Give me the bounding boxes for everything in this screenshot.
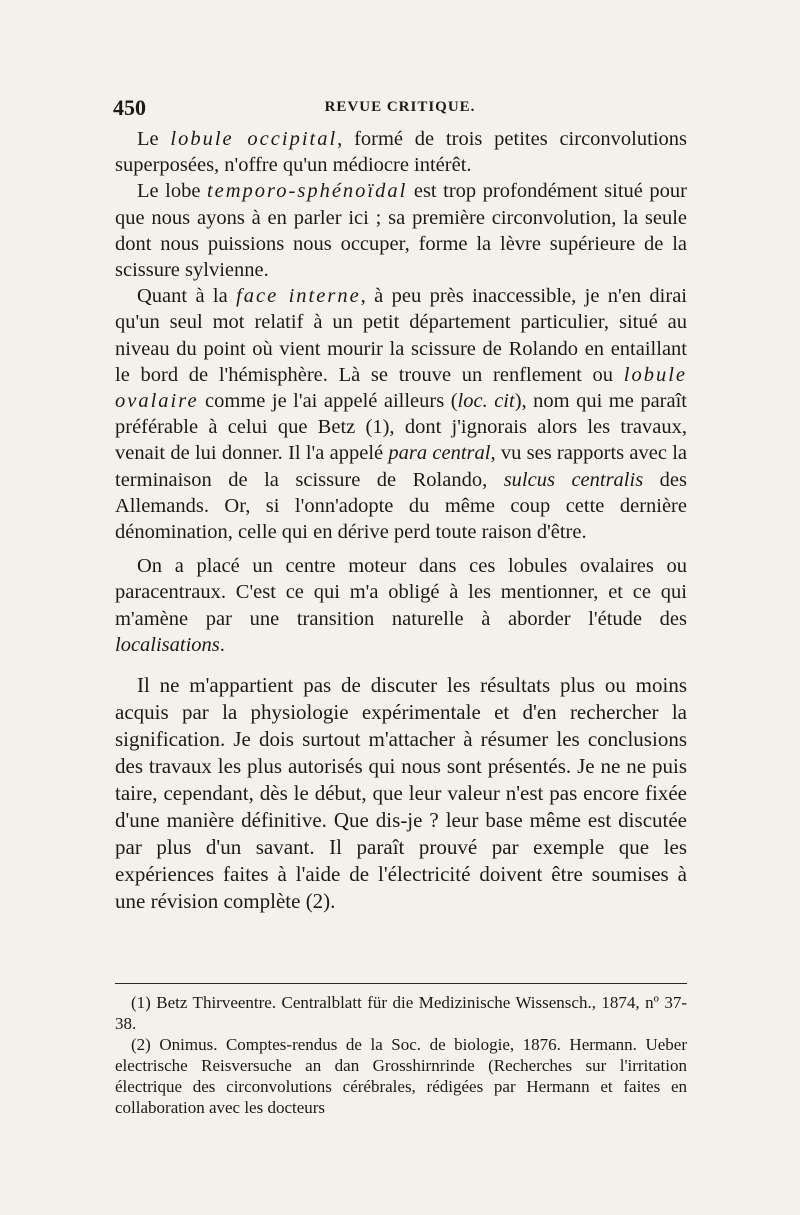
- text-run: Quant à la: [137, 285, 237, 308]
- italic-term: sulcus centralis: [503, 468, 644, 491]
- text-run: , formé de trois petites circonvolutions superposées, n'offre qu'un médiocre intérêt.: [115, 128, 687, 177]
- paragraph-motor-center: [115, 553, 687, 658]
- text-run: est trop profondément situé pour que nous ayons à en parler ici ; sa première circonvolution, la seule dont nous puissions nous occuper, forme la lèvre supérieure de la scissure sylvienne.: [115, 180, 687, 282]
- text-run: On a placé un centre moteur dans ces lobules ovalaires ou paracentraux. C'est ce qui m'a obligé à les mentionner, et ce qui m'amène par une transition naturelle à aborder l'étude des: [115, 555, 687, 630]
- text-run: Le: [137, 128, 171, 150]
- footnote-2: (2) Onimus. Comptes-rendus de la Soc. de biologie, 1876. Hermann. Ueber electrische Reisversuche an dan Grosshirnrinde (Recherches sur l'irritation électrique des circonvolutions cérébrales, rédigées par Hermann et faites en collaboration avec les docteurs: [115, 1035, 687, 1117]
- page-number: 450: [113, 95, 146, 120]
- paragraph-physiology: [115, 672, 687, 915]
- text-run: Le lobe: [137, 180, 207, 203]
- text-run: Il ne m'appartient pas de discuter les résultats plus ou moins acquis par la physiologie expérimentale et d'en rechercher la signification. Je dois surtout m'attacher à résumer les conclusions des travaux les plus autorisés qui nous sont présentés. Je ne ne puis taire, cependant, dès le début, que leur valeur n'est pas encore fixée d'une manière définitive. Que dis-je ? leur base même est discutée par plus d'un savant. Il paraît prouvé par exemple que les expériences faites à l'aide de l'électricité doivent être soumises à une révision complète (2).: [115, 673, 687, 914]
- paragraph-inner-face: [115, 283, 687, 545]
- running-head: REVUE CRITIQUE.: [324, 99, 476, 115]
- italic-term: temporo-sphénoïdal: [206, 180, 408, 203]
- text-run: comme je l'ai appelé ailleurs (: [198, 390, 458, 413]
- italic-term: lobule occipital: [170, 128, 338, 150]
- italic-term: loc. cit: [457, 390, 515, 413]
- paragraph-occipital-lobule: [115, 126, 687, 178]
- text-run: des Allemands. Or, si l'onn'adopte du même coup cette dernière dénomination, celle qui en dérive perd toute raison d'être.: [115, 468, 688, 544]
- text-run: , vu ses rapports avec la terminaison de la scissure de Rolando,: [115, 442, 687, 491]
- italic-term: lobule ovalaire: [115, 363, 687, 413]
- italic-term: para central: [388, 442, 491, 465]
- italic-term: face interne: [236, 285, 361, 308]
- body-text: [115, 126, 687, 915]
- paragraph-temporal-lobe: [115, 178, 687, 283]
- footnote-1: (1) Betz Thirveentre. Centralblatt für die Medizinische Wissensch., 1874, nº 37-38.: [115, 993, 687, 1033]
- text-run: , à peu près inaccessible, je n'en dirai qu'un seul mot relatif à un petit département particulier, situé au niveau du point où vient mourir la scissure de Rolando en entaillant le bord de l'hémisphère. Là se trouve un renflement ou: [115, 285, 687, 386]
- italic-term: localisations: [115, 633, 220, 656]
- footnote-separator: [115, 983, 687, 984]
- text-run: ), nom qui me paraît préférable à celui que Betz (1), dont j'ignorais alors les travaux, venait de lui donner. Il l'a appelé: [115, 390, 687, 465]
- page-header: [113, 95, 687, 125]
- text-run: .: [219, 633, 225, 656]
- footnotes: [115, 992, 687, 1118]
